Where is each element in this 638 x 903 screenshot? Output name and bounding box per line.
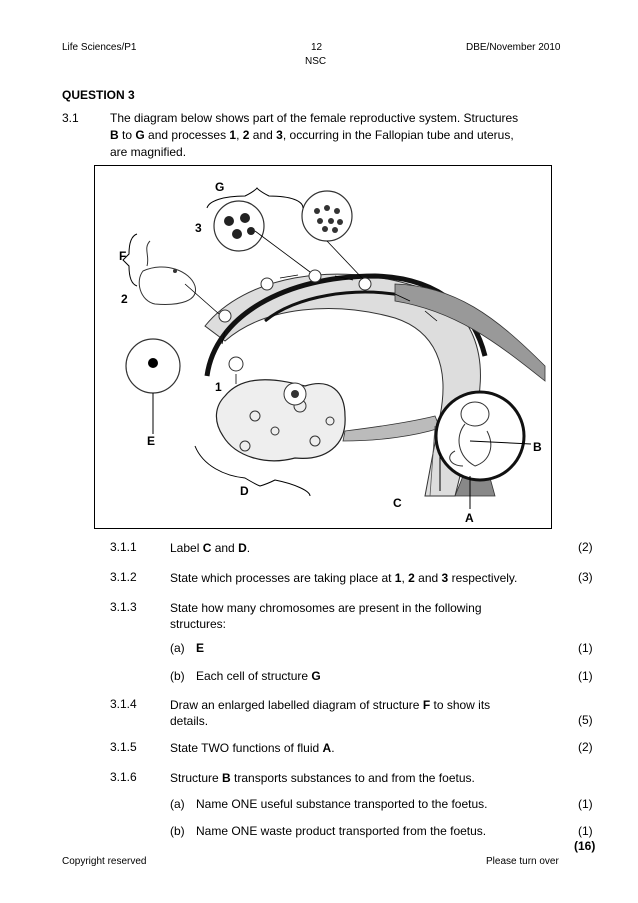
item-mark: (1) bbox=[578, 824, 593, 838]
intro-line-2: B to G and processes 1, 2 and 3, occurring in the Fallopian tube and uterus, bbox=[110, 128, 514, 142]
item-text: State how many chromosomes are present in the following structures: bbox=[170, 601, 482, 631]
header-subject: Life Sciences/P1 bbox=[62, 42, 137, 53]
question-intro bbox=[110, 110, 570, 161]
item-mark: (2) bbox=[578, 740, 593, 754]
label-process-3: 3 bbox=[195, 221, 202, 235]
header-page-number: 12 bbox=[311, 42, 323, 53]
item-mark: (1) bbox=[578, 797, 593, 811]
label-F: F bbox=[119, 249, 127, 263]
item-mark: (3) bbox=[578, 570, 593, 584]
footer-turn-over: Please turn over bbox=[486, 856, 559, 867]
item-text: Structure B transports substances to and from the foetus. bbox=[170, 771, 475, 785]
label-B: B bbox=[533, 440, 542, 454]
sub-item-letter: (a) bbox=[170, 797, 185, 811]
question-number: 3.1 bbox=[62, 111, 79, 125]
item-number: 3.1.2 bbox=[110, 570, 137, 584]
sub-item-letter: (b) bbox=[170, 824, 185, 838]
item-number: 3.1.5 bbox=[110, 740, 137, 754]
item-mark: (5) bbox=[578, 713, 593, 727]
item-text: Label C and D. bbox=[170, 541, 251, 555]
item-text: State which processes are taking place at 1, 2 and 3 respectively. bbox=[170, 571, 518, 585]
header-exam-date: DBE/November 2010 bbox=[466, 42, 561, 53]
question-total: (16) bbox=[574, 839, 596, 853]
footer-copyright: Copyright reserved bbox=[62, 856, 147, 867]
item-text: State TWO functions of fluid A. bbox=[170, 741, 335, 755]
header-nsc: NSC bbox=[305, 56, 327, 67]
item-number: 3.1.4 bbox=[110, 697, 137, 711]
question-title: QUESTION 3 bbox=[62, 88, 135, 102]
item-number: 3.1.3 bbox=[110, 600, 137, 614]
item-number: 3.1.6 bbox=[110, 770, 137, 784]
label-A: A bbox=[465, 511, 474, 525]
sub-item-letter: (b) bbox=[170, 669, 185, 683]
intro-line-1: The diagram below shows part of the female reproductive system. Structures bbox=[110, 111, 519, 125]
intro-line-3: are magnified. bbox=[110, 145, 187, 159]
sub-item-text: Name ONE useful substance transported to the foetus. bbox=[196, 797, 488, 811]
item-mark: (1) bbox=[578, 641, 593, 655]
label-D: D bbox=[240, 484, 249, 498]
label-G: G bbox=[215, 180, 225, 194]
sub-item-text: E bbox=[196, 641, 205, 655]
item-mark: (2) bbox=[578, 540, 593, 554]
item-text: Draw an enlarged labelled diagram of structure F to show its details. bbox=[170, 698, 491, 728]
item-number: 3.1.1 bbox=[110, 540, 137, 554]
sub-item-letter: (a) bbox=[170, 641, 185, 655]
item-mark: (1) bbox=[578, 669, 593, 683]
label-C: C bbox=[393, 496, 402, 510]
label-process-1: 1 bbox=[215, 380, 222, 394]
label-process-2: 2 bbox=[121, 292, 128, 306]
diagram-illustration bbox=[95, 166, 551, 528]
sub-item-text: Name ONE waste product transported from the foetus. bbox=[196, 824, 487, 838]
label-E: E bbox=[147, 434, 156, 448]
reproductive-system-diagram bbox=[94, 165, 552, 529]
sub-item-text: Each cell of structure G bbox=[196, 669, 321, 683]
